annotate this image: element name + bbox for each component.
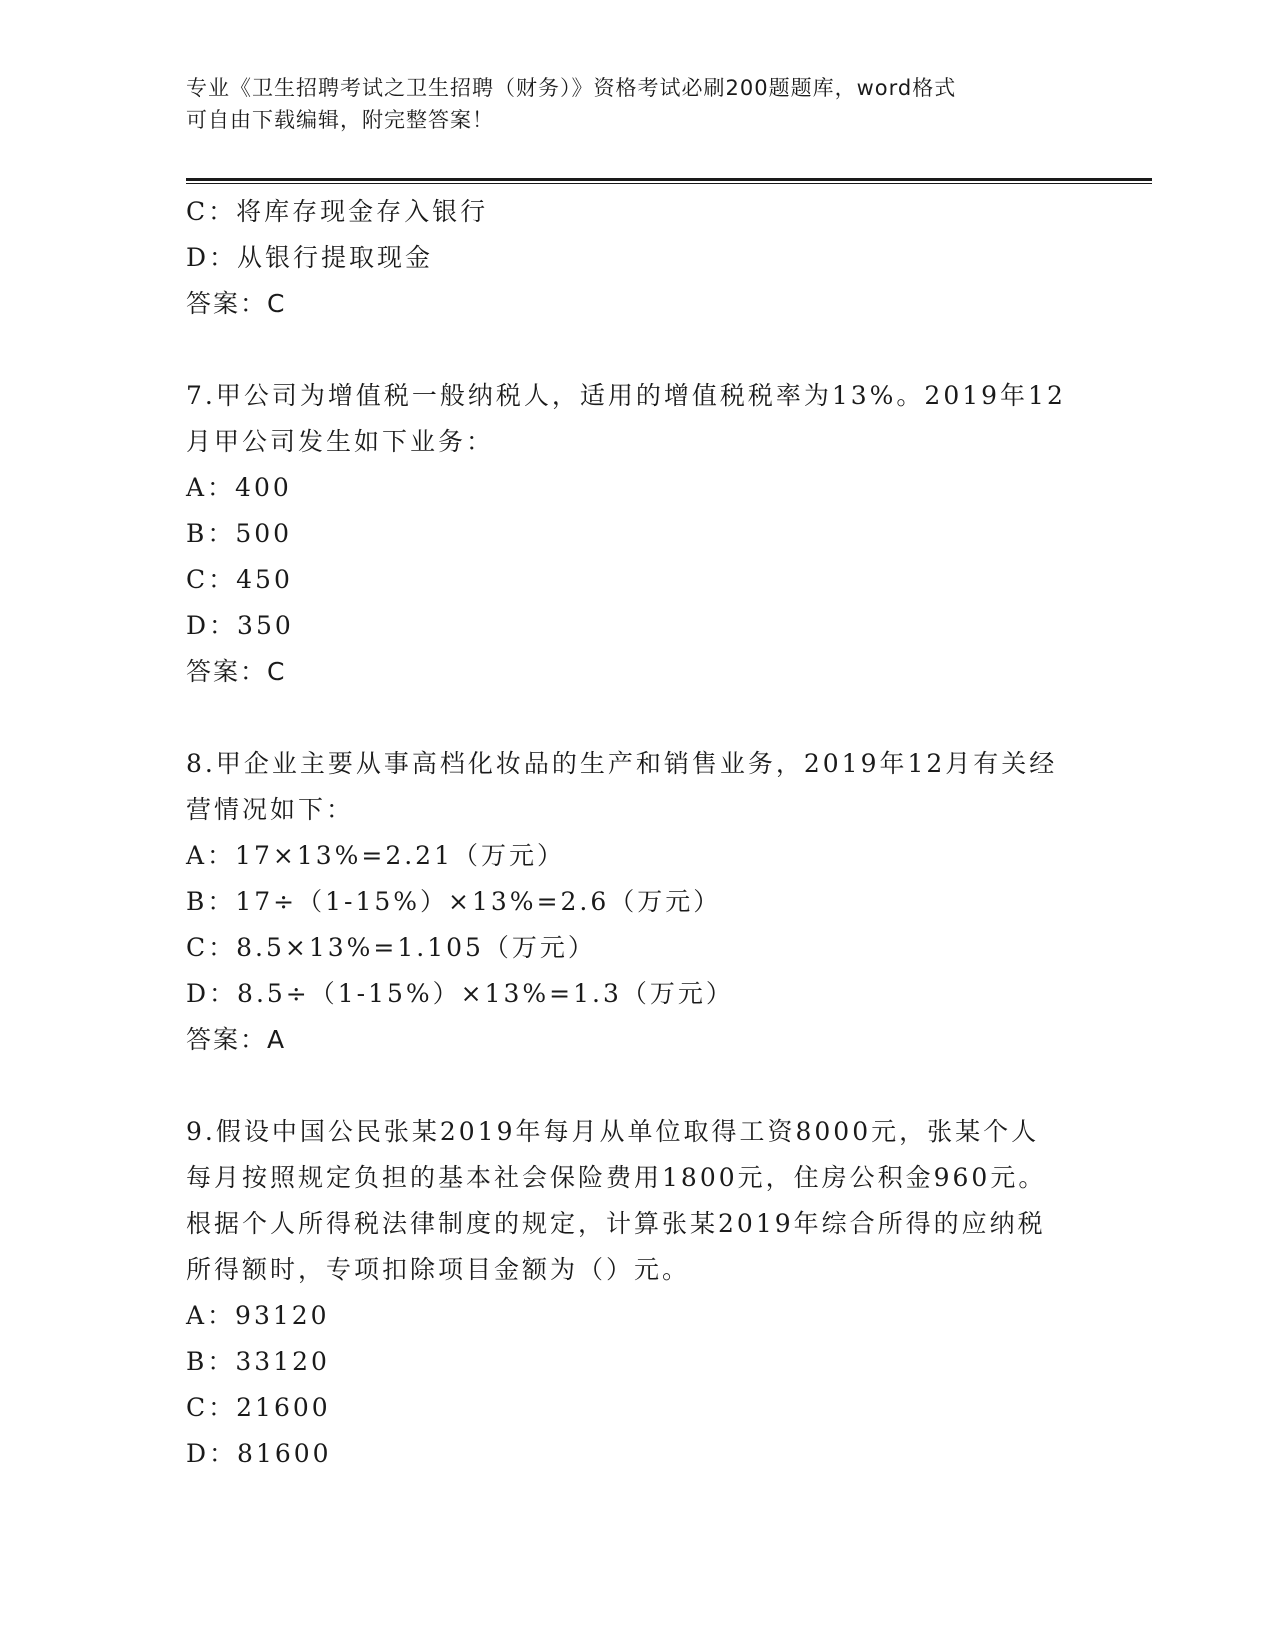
option-d: D：81600 — [186, 1439, 332, 1468]
option-a: A：400 — [186, 473, 292, 502]
header-divider-thin — [186, 183, 1152, 184]
option-a: A：17×13%=2.21（万元） — [186, 841, 565, 870]
option-c: C：21600 — [186, 1393, 331, 1422]
header-line-1: 专业《卫生招聘考试之卫生招聘（财务）》资格考试必刷200题题库，word格式 — [186, 76, 957, 100]
question-7-text-line-1: 7.甲公司为增值税一般纳税人，适用的增值税税率为13%。2019年12 — [186, 381, 1066, 410]
answer-line: 答案：C — [186, 657, 287, 686]
option-b: B：33120 — [186, 1347, 330, 1376]
header-divider-thick — [186, 178, 1152, 181]
document-header — [186, 72, 1086, 136]
option-d: D：8.5÷（1-15%）×13%=1.3（万元） — [186, 979, 734, 1008]
header-line-2: 可自由下载编辑，附完整答案！ — [186, 108, 494, 132]
option-b: B：500 — [186, 519, 293, 548]
spacer — [186, 327, 1086, 373]
question-content — [186, 189, 1086, 1477]
question-8-text-line-1: 8.甲企业主要从事高档化妆品的生产和销售业务，2019年12月有关经 — [186, 749, 1058, 778]
spacer — [186, 1063, 1086, 1109]
option-c: C：8.5×13%=1.105（万元） — [186, 933, 596, 962]
answer-line: 答案：C — [186, 289, 287, 318]
prev-question-block — [186, 189, 1086, 327]
option-b: B：17÷（1-15%）×13%=2.6（万元） — [186, 887, 722, 916]
question-9-text-line-4: 所得额时，专项扣除项目金额为（）元。 — [186, 1255, 691, 1284]
question-8-text-line-2: 营情况如下： — [186, 795, 355, 824]
question-7-block — [186, 373, 1086, 695]
option-a: A：93120 — [186, 1301, 330, 1330]
question-9-text-line-3: 根据个人所得税法律制度的规定，计算张某2019年综合所得的应纳税 — [186, 1209, 1046, 1238]
question-8-block — [186, 741, 1086, 1063]
option-c: C：450 — [186, 565, 293, 594]
question-9-text-line-2: 每月按照规定负担的基本社会保险费用1800元，住房公积金960元。 — [186, 1163, 1047, 1192]
option-d: D：350 — [186, 611, 294, 640]
option-d: D：从银行提取现金 — [186, 243, 434, 272]
question-9-text-line-1: 9.假设中国公民张某2019年每月从单位取得工资8000元，张某个人 — [186, 1117, 1040, 1146]
spacer — [186, 695, 1086, 741]
answer-line: 答案：A — [186, 1025, 287, 1054]
question-7-text-line-2: 月甲公司发生如下业务： — [186, 427, 495, 456]
option-c: C：将库存现金存入银行 — [186, 197, 489, 226]
question-9-block — [186, 1109, 1086, 1477]
